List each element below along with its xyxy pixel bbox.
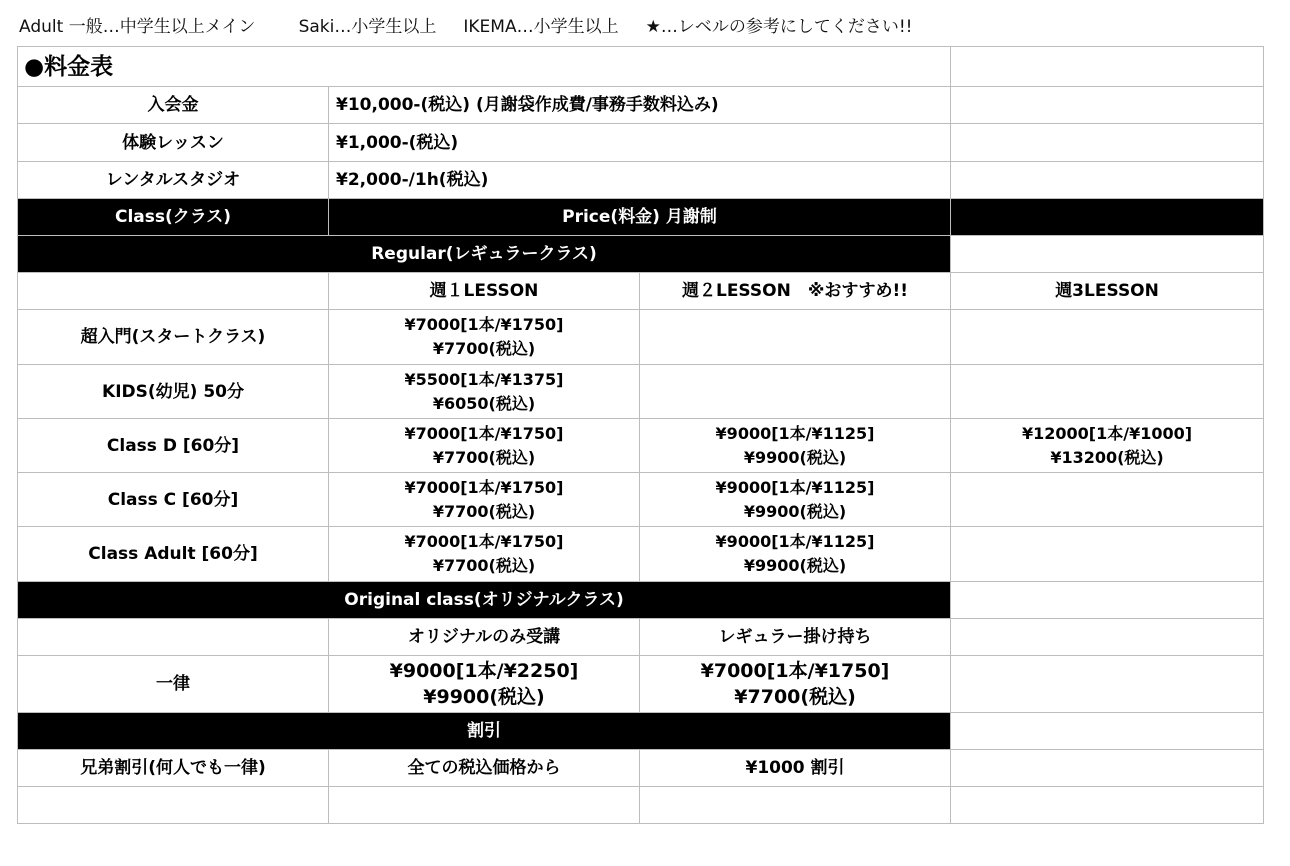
fee-label: 体験レッスン xyxy=(18,124,329,162)
price-line: ¥7000[1本/¥1750] xyxy=(404,315,564,334)
price-line: ¥7000[1本/¥1750] xyxy=(404,477,564,497)
price-cell xyxy=(329,365,640,419)
price-line: ¥9000[1本/¥1125] xyxy=(715,532,875,551)
discount-row xyxy=(18,750,1264,787)
column-header: 週２LESSON ※おすすめ!! xyxy=(640,273,951,310)
price-cell xyxy=(329,656,640,713)
discount-name: 兄弟割引(何人でも一律) xyxy=(18,750,329,787)
price-line: ¥7000[1本/¥1750] xyxy=(404,423,564,443)
price-line: ¥9000[1本/¥1125] xyxy=(715,423,875,443)
price-line: ¥9000[1本/¥1125] xyxy=(715,477,875,497)
price-cell xyxy=(329,310,640,365)
column-header: オリジナルのみ受講 xyxy=(329,619,640,656)
price-line: ¥6050(税込) xyxy=(432,393,536,413)
discount-condition: 全ての税込価格から xyxy=(329,750,640,787)
column-header: 週3LESSON xyxy=(951,273,1264,310)
fee-value: ¥1,000-(税込) xyxy=(329,124,951,162)
fee-value: ¥2,000-/1h(税込) xyxy=(329,162,951,199)
empty-cell xyxy=(951,236,1264,273)
fee-row xyxy=(18,87,1264,124)
empty-cell xyxy=(951,656,1264,713)
class-name: Class Adult [60分] xyxy=(18,527,329,582)
price-line: ¥7700(税込) xyxy=(432,556,536,575)
empty-cell xyxy=(951,162,1264,199)
price-cell xyxy=(951,310,1264,365)
empty-cell xyxy=(951,124,1264,162)
class-name: 超入門(スタートクラス) xyxy=(18,310,329,365)
fee-row xyxy=(18,124,1264,162)
empty-cell xyxy=(951,47,1264,87)
class-row xyxy=(18,310,1264,365)
fee-label: レンタルスタジオ xyxy=(18,162,329,199)
section-row xyxy=(18,713,1264,750)
page-title: ●料金表 xyxy=(18,47,951,87)
price-cell xyxy=(640,365,951,419)
empty-cell xyxy=(951,713,1264,750)
price-cell xyxy=(640,473,951,527)
class-row xyxy=(18,365,1264,419)
discount-amount: ¥1000 割引 xyxy=(640,750,951,787)
section-row xyxy=(18,236,1264,273)
price-cell xyxy=(951,527,1264,582)
price-cell xyxy=(951,365,1264,419)
price-line: ¥7000[1本/¥1750] xyxy=(700,660,890,682)
price-line: ¥7700(税込) xyxy=(432,339,536,358)
empty-cell xyxy=(951,582,1264,619)
section-row xyxy=(18,582,1264,619)
empty-cell xyxy=(951,87,1264,124)
regular-section-title: Regular(レギュラークラス) xyxy=(18,236,951,273)
price-line: ¥7700(税込) xyxy=(432,447,536,467)
class-header: Class(クラス) xyxy=(18,199,329,236)
empty-cell xyxy=(951,619,1264,656)
class-name: 一律 xyxy=(18,656,329,713)
empty-cell xyxy=(18,273,329,310)
price-line: ¥9900(税込) xyxy=(743,556,847,575)
price-line: ¥7000[1本/¥1750] xyxy=(404,532,564,551)
empty-row xyxy=(18,787,1264,824)
fee-label: 入会金 xyxy=(18,87,329,124)
price-cell xyxy=(640,656,951,713)
price-cell xyxy=(329,473,640,527)
price-cell xyxy=(951,473,1264,527)
empty-cell xyxy=(951,750,1264,787)
class-row xyxy=(18,473,1264,527)
price-line: ¥5500[1本/¥1375] xyxy=(404,369,564,389)
class-name: Class D [60分] xyxy=(18,419,329,473)
price-line: ¥12000[1本/¥1000] xyxy=(1021,423,1193,443)
price-cell xyxy=(640,419,951,473)
class-row xyxy=(18,656,1264,713)
empty-cell xyxy=(951,199,1264,236)
discount-section-title: 割引 xyxy=(18,713,951,750)
column-header: 週１LESSON xyxy=(329,273,640,310)
empty-cell xyxy=(640,787,951,824)
price-cell xyxy=(951,419,1264,473)
column-header-row xyxy=(18,619,1264,656)
price-line: ¥7700(税込) xyxy=(734,686,856,708)
price-table xyxy=(17,46,1264,824)
fee-row xyxy=(18,162,1264,199)
price-line: ¥9900(税込) xyxy=(423,686,545,708)
empty-cell xyxy=(18,787,329,824)
level-note: Adult 一般…中学生以上メイン Saki…小学生以上 IKEMA…小学生以上 ★…レベルの参考にしてください!! xyxy=(19,17,913,37)
empty-cell xyxy=(951,787,1264,824)
price-line: ¥9900(税込) xyxy=(743,501,847,521)
class-name: Class C [60分] xyxy=(18,473,329,527)
price-line: ¥7700(税込) xyxy=(432,501,536,521)
class-row xyxy=(18,527,1264,582)
class-row xyxy=(18,419,1264,473)
price-line: ¥9900(税込) xyxy=(743,447,847,467)
price-line: ¥13200(税込) xyxy=(1050,447,1164,467)
column-header: レギュラー掛け持ち xyxy=(640,619,951,656)
column-header-row xyxy=(18,273,1264,310)
empty-cell xyxy=(329,787,640,824)
class-name: KIDS(幼児) 50分 xyxy=(18,365,329,419)
original-section-title: Original class(オリジナルクラス) xyxy=(18,582,951,619)
price-cell xyxy=(329,419,640,473)
price-cell xyxy=(329,527,640,582)
price-line: ¥9000[1本/¥2250] xyxy=(389,660,579,682)
title-row xyxy=(18,47,1264,87)
price-cell xyxy=(640,527,951,582)
fee-value: ¥10,000-(税込) (月謝袋作成費/事務手数料込み) xyxy=(329,87,951,124)
price-cell xyxy=(640,310,951,365)
empty-cell xyxy=(18,619,329,656)
price-header: Price(料金) 月謝制 xyxy=(329,199,951,236)
header-row xyxy=(18,199,1264,236)
